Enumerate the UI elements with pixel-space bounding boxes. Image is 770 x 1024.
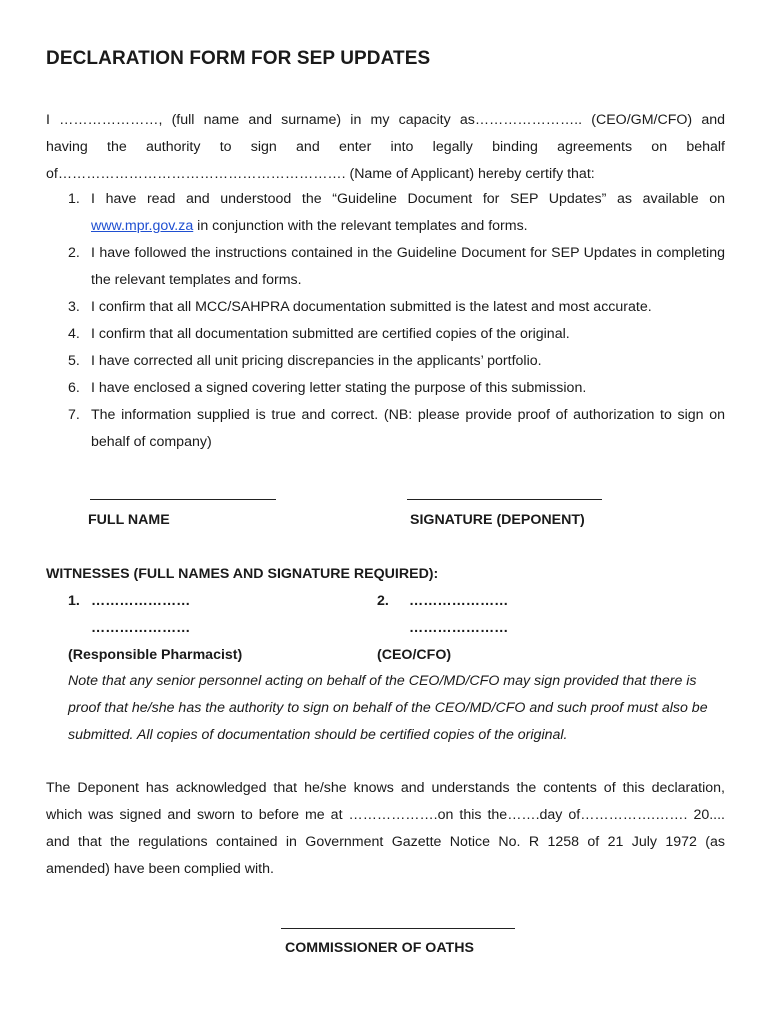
list-item-text: The information supplied is true and correct. (NB: please provide proof of authorization to sign on behalf of company): [91, 407, 725, 450]
witness-2-signature-field[interactable]: …………………: [409, 620, 509, 636]
deponent-line: which was signed and sworn to before me at ……………….on this the…….day of…………….……. 20....: [46, 807, 725, 823]
declaration-list: [46, 186, 725, 456]
witness-2-name-field[interactable]: …………………: [409, 593, 509, 609]
deponent-line: and that the regulations contained in Government Gazette Notice No. R 1258 of 21 July 1972 (as: [46, 834, 725, 850]
deponent-line: amended) have been complied with.: [46, 861, 274, 877]
full-name-label: FULL NAME: [88, 512, 170, 528]
authority-note: Note that any senior personnel acting on behalf of the CEO/MD/CFO may sign provided that there is proof that he/she has the authority to sign on behalf of the CEO/MD/CFO and such proof must also be submitted. All copies of documentation should be certified copies of the original.: [68, 673, 708, 743]
witness-2-role: (CEO/CFO): [377, 647, 452, 663]
list-item: [46, 375, 725, 402]
page-title: DECLARATION FORM FOR SEP UPDATES: [46, 48, 431, 69]
list-number: 1.: [68, 191, 80, 207]
list-item: [46, 402, 725, 456]
list-item-text: I confirm that all documentation submitted are certified copies of the original.: [91, 326, 570, 342]
intro-line: I …………………, (full name and surname) in my capacity as………………….. (CEO/GM/CFO) and: [46, 112, 725, 128]
list-item: [46, 186, 725, 240]
list-number: 4.: [68, 326, 80, 342]
list-item-text: I have corrected all unit pricing discrepancies in the applicants’ portfolio.: [91, 353, 542, 369]
signature-label: SIGNATURE (DEPONENT): [410, 512, 585, 528]
deponent-line: The Deponent has acknowledged that he/she knows and understands the contents of this declaration,: [46, 780, 725, 796]
list-number: 2.: [68, 245, 80, 261]
witnesses-heading: WITNESSES (FULL NAMES AND SIGNATURE REQUIRED):: [46, 566, 439, 582]
witness-1-role: (Responsible Pharmacist): [68, 647, 243, 663]
witness-1-signature-field[interactable]: …………………: [91, 620, 191, 636]
intro-line: having the authority to sign and enter into legally binding agreements on behalf: [46, 139, 725, 155]
list-item-text: I have enclosed a signed covering letter stating the purpose of this submission.: [91, 380, 587, 396]
list-item-text: I confirm that all MCC/SAHPRA documentation submitted is the latest and most accurate.: [91, 299, 652, 315]
commissioner-label: COMMISSIONER OF OATHS: [285, 940, 474, 956]
witness-2-number: 2.: [377, 593, 389, 609]
mpr-website-link[interactable]: www.mpr.gov.za: [91, 218, 194, 234]
list-number: 3.: [68, 299, 80, 315]
signature-line[interactable]: [407, 499, 602, 500]
list-item: [46, 321, 725, 348]
deponent-paragraph: [46, 775, 725, 883]
witness-1-name-field[interactable]: …………………: [91, 593, 191, 609]
intro-paragraph: [46, 107, 725, 188]
witness-1-number: 1.: [68, 593, 80, 609]
full-name-line[interactable]: [90, 499, 276, 500]
list-number: 5.: [68, 353, 80, 369]
list-number: 6.: [68, 380, 80, 396]
list-item-text: I have followed the instructions contained in the Guideline Document for SEP Updates in completing the relevant templates and forms.: [91, 245, 725, 288]
intro-line: of……………………………………………………. (Name of Applicant) hereby certify that:: [46, 166, 595, 182]
list-item-text: I have read and understood the “Guideline Document for SEP Updates” as available on: [91, 191, 725, 207]
list-item: [46, 294, 725, 321]
list-item: [46, 240, 725, 294]
list-item: [46, 348, 725, 375]
commissioner-signature-line[interactable]: [281, 928, 515, 929]
list-number: 7.: [68, 407, 80, 423]
list-item-text: in conjunction with the relevant templates and forms.: [193, 218, 528, 234]
